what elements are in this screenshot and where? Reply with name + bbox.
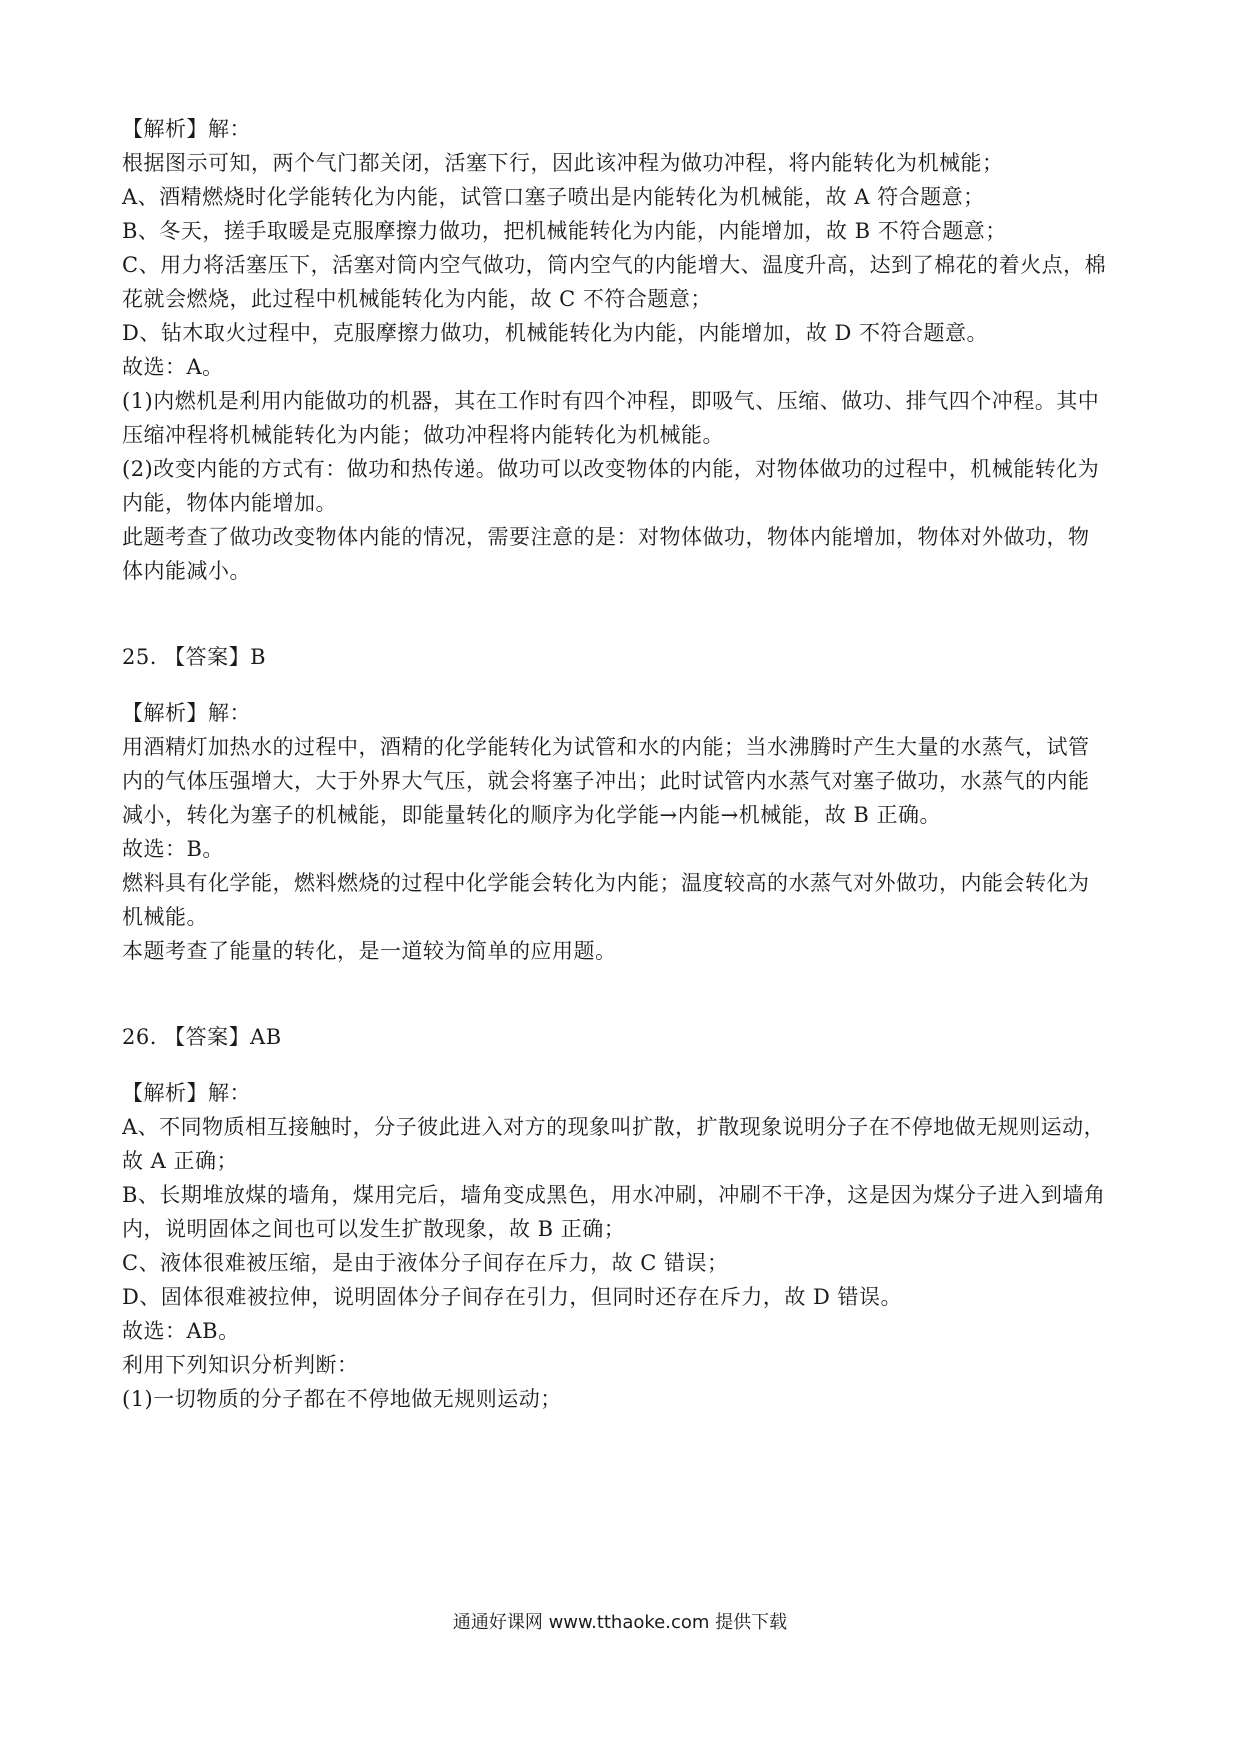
text-line: 减小，转化为塞子的机械能，即能量转化的顺序为化学能→内能→机械能，故 B 正确。 xyxy=(122,803,941,827)
analysis-header: 【解析】解： xyxy=(122,1081,251,1105)
text-line: A、不同物质相互接触时，分子彼此进入对方的现象叫扩散，扩散现象说明分子在不停地做无规则运动， xyxy=(122,1115,1106,1139)
text-line: 利用下列知识分析判断： xyxy=(122,1353,359,1377)
text-line: B、冬天，搓手取暖是克服摩擦力做功，把机械能转化为内能，内能增加，故 B 不符合题意； xyxy=(122,219,1007,243)
text-line: 本题考查了能量的转化，是一道较为简单的应用题。 xyxy=(122,939,617,963)
text-line: 故选：AB。 xyxy=(122,1319,240,1343)
answer-heading: 26. 【答案】AB xyxy=(122,1025,282,1049)
text-line: 内能，物体内能增加。 xyxy=(122,491,337,515)
text-line: 故 A 正确； xyxy=(122,1149,239,1173)
text-line: A、酒精燃烧时化学能转化为内能，试管口塞子喷出是内能转化为机械能，故 A 符合题意； xyxy=(122,185,985,209)
document-body xyxy=(122,112,1122,1416)
page-footer: 通通好课网 www.tthaoke.com 提供下载 xyxy=(452,1612,788,1633)
answer-heading: 25. 【答案】B xyxy=(122,645,267,669)
answer-section-26 xyxy=(122,1020,1122,1416)
text-line: 体内能减小。 xyxy=(122,559,251,583)
text-line: (1)一切物质的分子都在不停地做无规则运动； xyxy=(122,1387,562,1411)
text-line: D、固体很难被拉伸，说明固体分子间存在引力，但同时还存在斥力，故 D 错误。 xyxy=(122,1285,903,1309)
text-line: 内，说明固体之间也可以发生扩散现象，故 B 正确； xyxy=(122,1217,626,1241)
text-line: 机械能。 xyxy=(122,905,208,929)
text-line: 内的气体压强增大，大于外界大气压，就会将塞子冲出；此时试管内水蒸气对塞子做功，水蒸气的内能 xyxy=(122,769,1090,793)
text-line: 燃料具有化学能，燃料燃烧的过程中化学能会转化为内能；温度较高的水蒸气对外做功，内能会转化为 xyxy=(122,871,1090,895)
text-line: B、长期堆放煤的墙角，煤用完后，墙角变成黑色，用水冲刷，冲刷不干净，这是因为煤分子进入到墙角 xyxy=(122,1183,1106,1207)
text-line: 根据图示可知，两个气门都关闭，活塞下行，因此该冲程为做功冲程，将内能转化为机械能； xyxy=(122,151,1004,175)
text-line: (1)内燃机是利用内能做功的机器，其在工作时有四个冲程，即吸气、压缩、做功、排气四个冲程。其中 xyxy=(122,389,1100,413)
analysis-section-24 xyxy=(122,112,1122,588)
text-line: 故选：A。 xyxy=(122,355,224,379)
text-line: 此题考查了做功改变物体内能的情况，需要注意的是：对物体做功，物体内能增加，物体对外做功，物 xyxy=(122,525,1090,549)
answer-section-25 xyxy=(122,640,1122,968)
text-line: C、用力将活塞压下，活塞对筒内空气做功，筒内空气的内能增大、温度升高，达到了棉花的着火点，棉 xyxy=(122,253,1107,277)
text-line: 用酒精灯加热水的过程中，酒精的化学能转化为试管和水的内能；当水沸腾时产生大量的水蒸气，试管 xyxy=(122,735,1090,759)
analysis-header: 【解析】解： xyxy=(122,117,251,141)
analysis-header: 【解析】解： xyxy=(122,701,251,725)
text-line: 压缩冲程将机械能转化为内能；做功冲程将内能转化为机械能。 xyxy=(122,423,724,447)
text-line: 花就会燃烧，此过程中机械能转化为内能，故 C 不符合题意； xyxy=(122,287,712,311)
text-line: 故选：B。 xyxy=(122,837,224,861)
text-line: D、钻木取火过程中，克服摩擦力做功，机械能转化为内能，内能增加，故 D 不符合题意。 xyxy=(122,321,989,345)
text-line: (2)改变内能的方式有：做功和热传递。做功可以改变物体的内能，对物体做功的过程中，机械能转化为 xyxy=(122,457,1100,481)
text-line: C、液体很难被压缩，是由于液体分子间存在斥力，故 C 错误； xyxy=(122,1251,729,1275)
